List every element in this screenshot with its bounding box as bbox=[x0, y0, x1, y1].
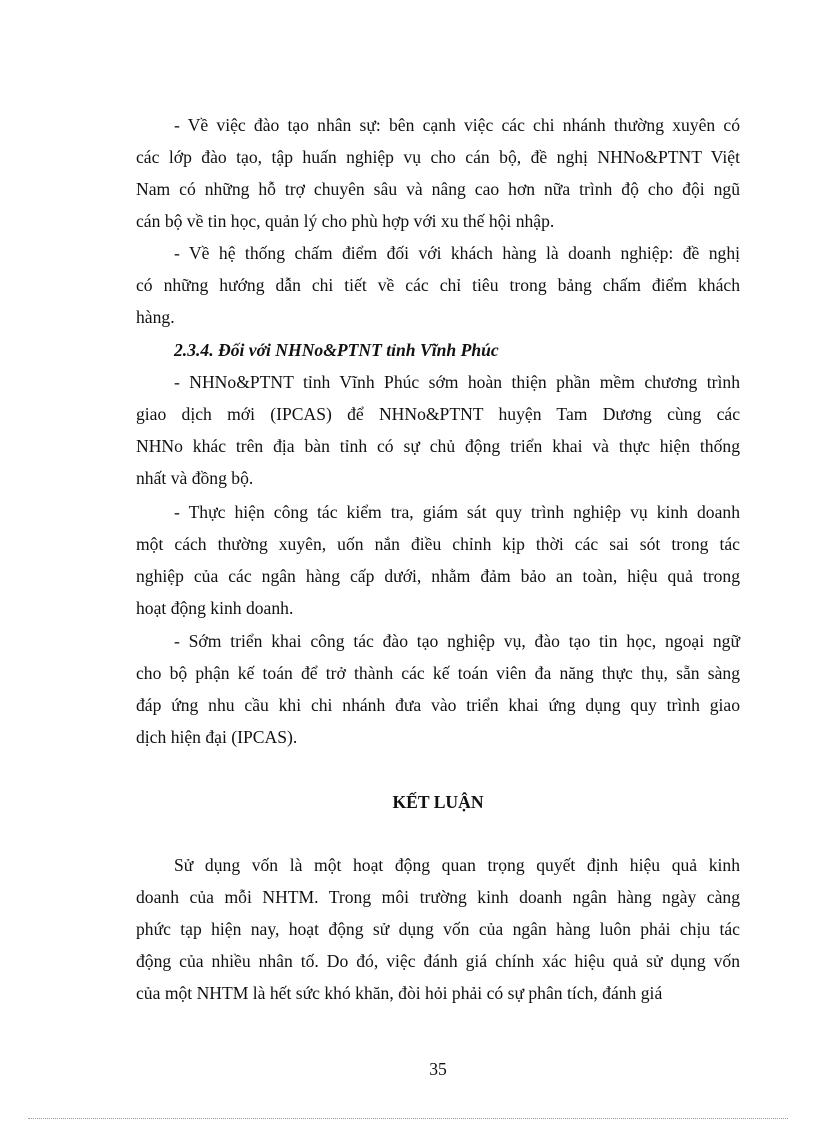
paragraph-line: nhất và đồng bộ. bbox=[136, 468, 254, 488]
paragraph-line: giao dịch mới (IPCAS) để NHNo&PTNT huyện Tam Dương cùng các bbox=[136, 404, 740, 424]
section-subheading: 2.3.4. Đối với NHNo&PTNT tỉnh Vĩnh Phúc bbox=[174, 340, 499, 360]
paragraph-line: đáp ứng nhu cầu khi chi nhánh đưa vào triển khai ứng dụng quy trình giao bbox=[136, 695, 740, 715]
paragraph-line: Nam có những hỗ trợ chuyên sâu và nâng cao hơn nữa trình độ cho đội ngũ bbox=[136, 179, 740, 199]
paragraph-line: - NHNo&PTNT tỉnh Vĩnh Phúc sớm hoàn thiện phần mềm chương trình bbox=[174, 372, 740, 392]
paragraph-line: - Sớm triển khai công tác đào tạo nghiệp vụ, đào tạo tin học, ngoại ngữ bbox=[174, 631, 740, 651]
paragraph-line: - Thực hiện công tác kiểm tra, giám sát quy trình nghiệp vụ kinh doanh bbox=[174, 502, 740, 522]
paragraph-line: động của nhiều nhân tố. Do đó, việc đánh giá chính xác hiệu quả sử dụng vốn bbox=[136, 951, 740, 971]
paragraph-line: cán bộ về tin học, quản lý cho phù hợp với xu thế hội nhập. bbox=[136, 211, 555, 231]
paragraph-inspection bbox=[136, 496, 740, 624]
paragraph-conclusion bbox=[136, 849, 740, 1009]
paragraph-training bbox=[136, 109, 740, 237]
paragraph-line: có những hướng dẫn chi tiết về các chỉ tiêu trong bảng chấm điểm khách bbox=[136, 275, 740, 295]
subheading-block bbox=[136, 334, 740, 366]
paragraph-line: - Về việc đào tạo nhân sự: bên cạnh việc các chi nhánh thường xuyên có bbox=[174, 115, 740, 135]
paragraph-line: của một NHTM là hết sức khó khăn, đòi hỏi phải có sự phân tích, đánh giá bbox=[136, 983, 663, 1003]
conclusion-title: KẾT LUẬN bbox=[392, 792, 484, 812]
paragraph-line: cho bộ phận kế toán để trở thành các kế toán viên đa năng thực thụ, sẵn sàng bbox=[136, 663, 740, 683]
paragraph-line: Sử dụng vốn là một hoạt động quan trọng quyết định hiệu quả kinh bbox=[174, 855, 740, 875]
page-bottom-divider bbox=[28, 1118, 788, 1119]
paragraph-line: một cách thường xuyên, uốn nắn điều chỉnh kịp thời các sai sót trong tác bbox=[136, 534, 740, 554]
paragraph-ipcas bbox=[136, 366, 740, 494]
paragraph-line: NHNo khác trên địa bàn tỉnh có sự chủ động triển khai và thực hiện thống bbox=[136, 436, 740, 456]
paragraph-scoring bbox=[136, 237, 740, 333]
page-number: 35 bbox=[429, 1059, 447, 1079]
paragraph-line: phức tạp hiện nay, hoạt động sử dụng vốn của ngân hàng luôn phải chịu tác bbox=[136, 919, 740, 939]
paragraph-line: dịch hiện đại (IPCAS). bbox=[136, 727, 298, 747]
paragraph-accounting bbox=[136, 625, 740, 753]
paragraph-line: hoạt động kinh doanh. bbox=[136, 598, 294, 618]
paragraph-line: - Về hệ thống chấm điểm đối với khách hàng là doanh nghiệp: đề nghị bbox=[174, 243, 740, 263]
paragraph-line: các lớp đào tạo, tập huấn nghiệp vụ cho cán bộ, đề nghị NHNo&PTNT Việt bbox=[136, 147, 740, 167]
paragraph-line: hàng. bbox=[136, 307, 175, 327]
paragraph-line: doanh của mỗi NHTM. Trong môi trường kinh doanh ngân hàng ngày càng bbox=[136, 887, 740, 907]
paragraph-line: nghiệp của các ngân hàng cấp dưới, nhằm đảm bảo an toàn, hiệu quả trong bbox=[136, 566, 740, 586]
